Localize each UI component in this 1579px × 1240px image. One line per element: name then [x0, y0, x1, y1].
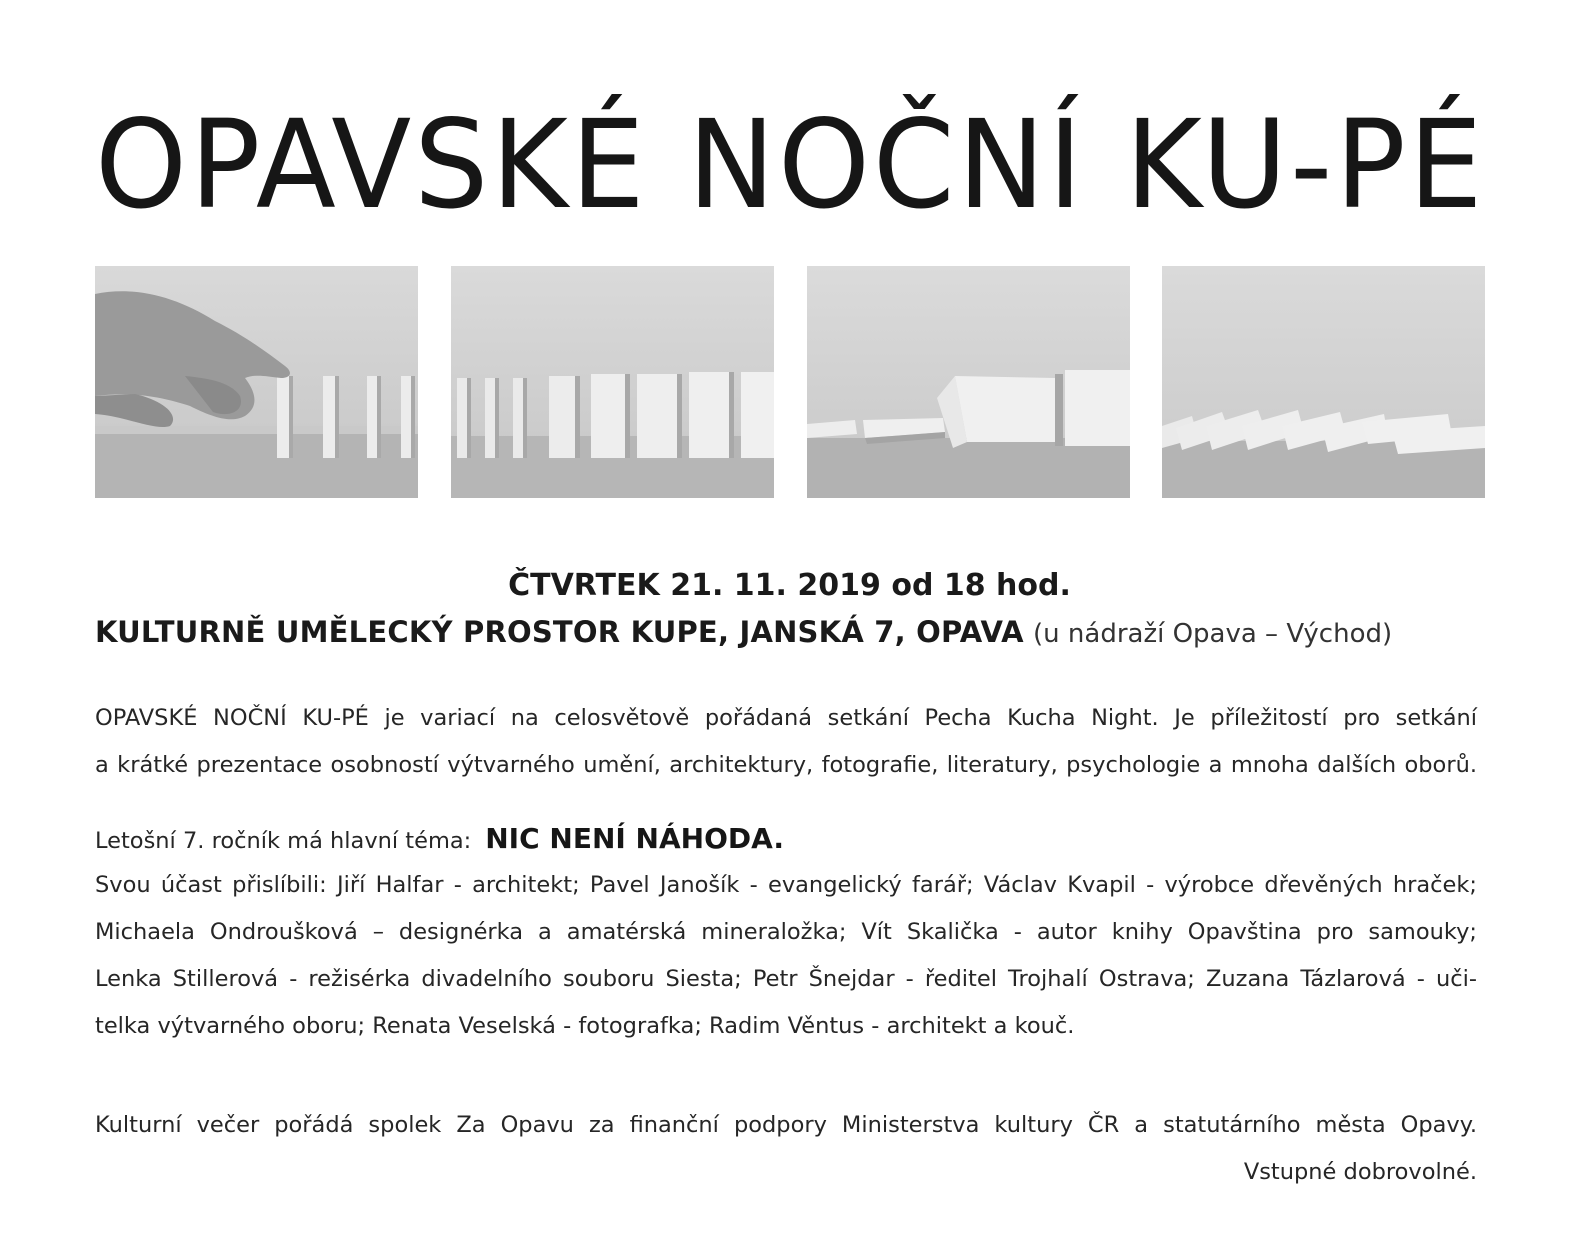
guests-line: Lenka Stillerová - režisérka divadelního souboru Siesta; Petr Šnejdar - ředitel Trojhalí Ostrava; Zuzana Tázlarová - uči- — [95, 966, 1477, 992]
fallen-dominoes-photo — [1162, 266, 1485, 498]
standing-dominoes-photo — [451, 266, 774, 498]
footer-paragraph — [95, 1102, 1477, 1196]
falling-dominoes-photo — [807, 266, 1130, 498]
intro-line: OPAVSKÉ NOČNÍ KU-PÉ je variací na celosvětově pořádaná setkání Pecha Kucha Night. Je příležitostí pro setkání — [95, 705, 1477, 731]
guests-line: Michaela Ondroušková – designérka a amatérská mineraložka; Vít Skalička - autor knihy Opavština pro samouky; — [95, 919, 1477, 945]
intro-paragraph — [95, 695, 1477, 789]
guests-line: Svou účast přislíbili: Jiří Halfar - architekt; Pavel Janošík - evangelický farář; Václav Kvapil - výrobce dřevěných hraček; — [95, 872, 1477, 898]
hand-pushing-dominoes-photo — [95, 266, 418, 498]
poster-title: OPAVSKÉ NOČNÍ KU-PÉ — [95, 94, 1486, 236]
event-venue — [95, 612, 1485, 654]
organizer-line: Kulturní večer pořádá spolek Za Opavu za finanční podpory Ministerstva kultury ČR a statutárního města Opavy. — [95, 1112, 1477, 1138]
guests-line: telka výtvarného oboru; Renata Veselská - fotografka; Radim Věntus - architekt a kouč. — [95, 1013, 1075, 1039]
theme-label: Letošní 7. ročník má hlavní téma: — [95, 828, 472, 854]
intro-line: a krátké prezentace osobností výtvarného umění, architektury, fotografie, literatury, psychologie a mnoha dalších oborů. — [95, 752, 1477, 778]
venue-note: (u nádraží Opava – Východ) — [1033, 619, 1393, 649]
theme-line — [95, 815, 1477, 865]
admission-line: Vstupné dobrovolné. — [1243, 1159, 1477, 1185]
venue-name: KULTURNĚ UMĚLECKÝ PROSTOR KUPE, JANSKÁ 7, OPAVA — [95, 615, 1024, 649]
photo-strip — [95, 266, 1485, 498]
theme-value: NIC NENÍ NÁHODA. — [485, 822, 784, 855]
event-date: ČTVRTEK 21. 11. 2019 od 18 hod. — [508, 568, 1071, 603]
guests-paragraph — [95, 862, 1477, 1050]
